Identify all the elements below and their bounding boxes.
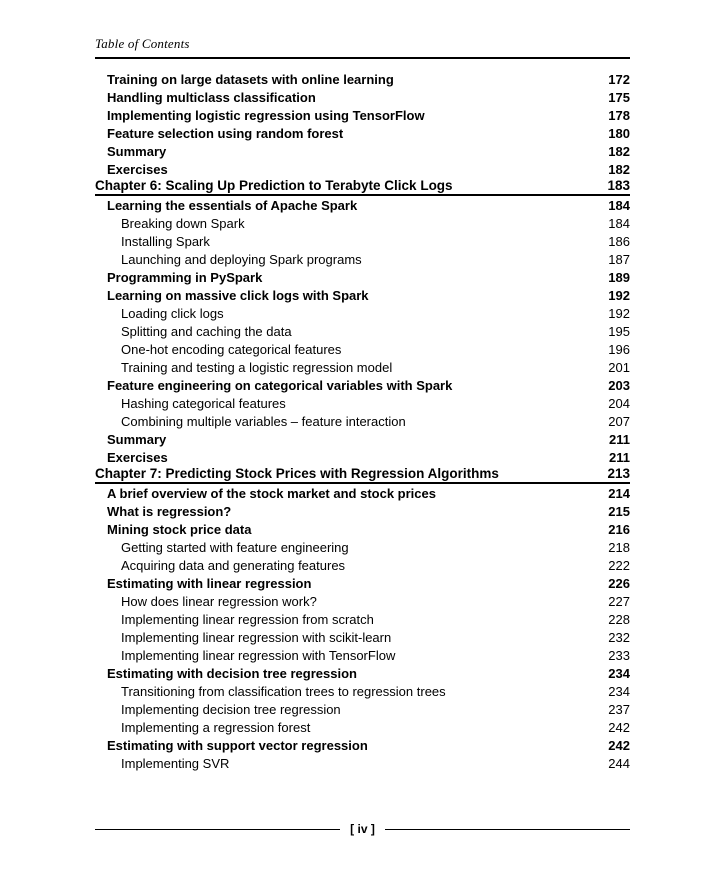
toc-entry-label: Handling multiclass classification <box>107 90 316 105</box>
toc-entry-page: 184 <box>608 198 630 213</box>
toc-entry <box>95 610 630 628</box>
toc-entry <box>95 556 630 574</box>
toc-entry-page: 213 <box>607 466 630 481</box>
toc-entry-page: 211 <box>609 432 630 447</box>
toc-entry-page: 216 <box>608 522 630 537</box>
toc-entry-label: Hashing categorical features <box>121 396 286 411</box>
toc-entry-label: Programming in PySpark <box>107 270 263 285</box>
toc-entry-label: Loading click logs <box>121 306 224 321</box>
toc-entry <box>95 664 630 682</box>
toc-entry <box>95 412 630 430</box>
toc-entry-page: 211 <box>609 450 630 465</box>
toc-entry <box>95 214 630 232</box>
toc-entry-label: Implementing linear regression with TensorFlow <box>121 648 396 663</box>
page-header <box>95 0 630 59</box>
toc-entry <box>95 358 630 376</box>
toc-entry-page: 244 <box>608 756 630 771</box>
toc-entry-page: 183 <box>607 178 630 193</box>
toc-entry-page: 203 <box>608 378 630 393</box>
toc-entry <box>95 646 630 664</box>
toc-entry-label: Getting started with feature engineering <box>121 540 349 555</box>
toc-entry-label: Splitting and caching the data <box>121 324 292 339</box>
toc-entry <box>95 196 630 214</box>
toc-entry <box>95 106 630 124</box>
toc-entry-page: 187 <box>608 252 630 267</box>
toc-entry <box>95 88 630 106</box>
toc-entry-label: Implementing SVR <box>121 756 230 771</box>
toc-entry-label: Estimating with decision tree regression <box>107 666 357 681</box>
toc-entry-label: Training on large datasets with online learning <box>107 72 394 87</box>
toc-entry-page: 207 <box>608 414 630 429</box>
toc-entry <box>95 538 630 556</box>
toc-entry <box>95 484 630 502</box>
toc-entry-page: 227 <box>608 594 630 609</box>
toc-entry-page: 242 <box>608 720 630 735</box>
toc-entry-label: Learning on massive click logs with Spark <box>107 288 369 303</box>
toc-entry-label: Implementing linear regression from scratch <box>121 612 374 627</box>
header-rule <box>95 57 630 59</box>
footer-rule-right <box>385 829 630 830</box>
toc-entry <box>95 430 630 448</box>
toc-entry-page: 175 <box>608 90 630 105</box>
toc-entry <box>95 718 630 736</box>
toc-entry-label: Summary <box>107 432 167 447</box>
toc-entry-label: Implementing logistic regression using TensorFlow <box>107 108 425 123</box>
toc-entry-page: 180 <box>608 126 630 141</box>
toc-entry-label: Chapter 6: Scaling Up Prediction to Terabyte Click Logs <box>95 178 453 193</box>
toc-entry <box>95 268 630 286</box>
toc-entry <box>95 682 630 700</box>
toc-entry <box>95 322 630 340</box>
toc-entry-page: 242 <box>608 738 630 753</box>
toc-entry-label: Transitioning from classification trees to regression trees <box>121 684 446 699</box>
toc-entry-page: 182 <box>608 162 630 177</box>
toc-entry-label: Training and testing a logistic regression model <box>121 360 393 375</box>
toc-entry-label: Estimating with linear regression <box>107 576 312 591</box>
toc-entry-page: 186 <box>608 234 630 249</box>
toc-entry <box>95 394 630 412</box>
toc-entry-label: Feature selection using random forest <box>107 126 344 141</box>
toc-entry <box>95 466 630 484</box>
toc-entry <box>95 628 630 646</box>
toc-entry <box>95 376 630 394</box>
toc-entry <box>95 250 630 268</box>
toc-entry-page: 172 <box>608 72 630 87</box>
toc-entry-page: 214 <box>608 486 630 501</box>
toc-entry-page: 234 <box>608 684 630 699</box>
toc-entry-page: 233 <box>608 648 630 663</box>
toc-entry-page: 195 <box>608 324 630 339</box>
toc-entry-page: 226 <box>608 576 630 591</box>
toc-entry-label: Combining multiple variables – feature interaction <box>121 414 406 429</box>
toc-entry-page: 222 <box>608 558 630 573</box>
toc-entry <box>95 232 630 250</box>
toc-entry-label: A brief overview of the stock market and stock prices <box>107 486 436 501</box>
header-title: Table of Contents <box>95 36 190 51</box>
toc-entry <box>95 286 630 304</box>
toc-entry <box>95 736 630 754</box>
toc-entry-label: Acquiring data and generating features <box>121 558 346 573</box>
toc-entry-page: 228 <box>608 612 630 627</box>
page-number-footer: [ iv ] <box>350 822 375 836</box>
toc-entry <box>95 592 630 610</box>
toc-entry-label: Exercises <box>107 450 168 465</box>
toc-entry <box>95 700 630 718</box>
toc-entry-label: One-hot encoding categorical features <box>121 342 342 357</box>
toc-entry-page: 196 <box>608 342 630 357</box>
toc-entry <box>95 502 630 520</box>
toc-entry-label: Launching and deploying Spark programs <box>121 252 362 267</box>
footer-rule-left <box>95 829 340 830</box>
toc-entry-page: 215 <box>608 504 630 519</box>
toc-entry <box>95 124 630 142</box>
toc-entry <box>95 754 630 772</box>
toc-entry-label: Exercises <box>107 162 168 177</box>
toc-entry-label: Estimating with support vector regression <box>107 738 368 753</box>
toc-entry-page: 232 <box>608 630 630 645</box>
toc-entry <box>95 448 630 466</box>
toc-list <box>95 70 630 772</box>
toc-entry-label: Installing Spark <box>121 234 210 249</box>
toc-entry-page: 189 <box>608 270 630 285</box>
toc-entry-page: 192 <box>608 288 630 303</box>
toc-entry-page: 192 <box>608 306 630 321</box>
toc-entry <box>95 70 630 88</box>
toc-entry-label: Chapter 7: Predicting Stock Prices with Regression Algorithms <box>95 466 499 481</box>
toc-entry-page: 204 <box>608 396 630 411</box>
toc-entry-page: 182 <box>608 144 630 159</box>
toc-entry-label: Feature engineering on categorical variables with Spark <box>107 378 453 393</box>
toc-entry-label: Implementing decision tree regression <box>121 702 341 717</box>
toc-entry-label: Breaking down Spark <box>121 216 245 231</box>
toc-entry <box>95 178 630 196</box>
toc-entry <box>95 142 630 160</box>
toc-entry <box>95 574 630 592</box>
toc-entry-label: What is regression? <box>107 504 232 519</box>
toc-entry-page: 218 <box>608 540 630 555</box>
toc-entry-label: Learning the essentials of Apache Spark <box>107 198 358 213</box>
toc-entry-page: 237 <box>608 702 630 717</box>
page-footer <box>95 822 630 836</box>
toc-entry-label: Implementing a regression forest <box>121 720 311 735</box>
toc-entry <box>95 520 630 538</box>
toc-entry-label: Summary <box>107 144 167 159</box>
toc-entry <box>95 304 630 322</box>
toc-entry-label: How does linear regression work? <box>121 594 317 609</box>
toc-entry-page: 201 <box>608 360 630 375</box>
toc-entry-page: 178 <box>608 108 630 123</box>
toc-entry <box>95 160 630 178</box>
toc-entry-label: Implementing linear regression with scikit-learn <box>121 630 392 645</box>
toc-entry-page: 184 <box>608 216 630 231</box>
toc-entry-page: 234 <box>608 666 630 681</box>
toc-entry-label: Mining stock price data <box>107 522 252 537</box>
toc-entry <box>95 340 630 358</box>
